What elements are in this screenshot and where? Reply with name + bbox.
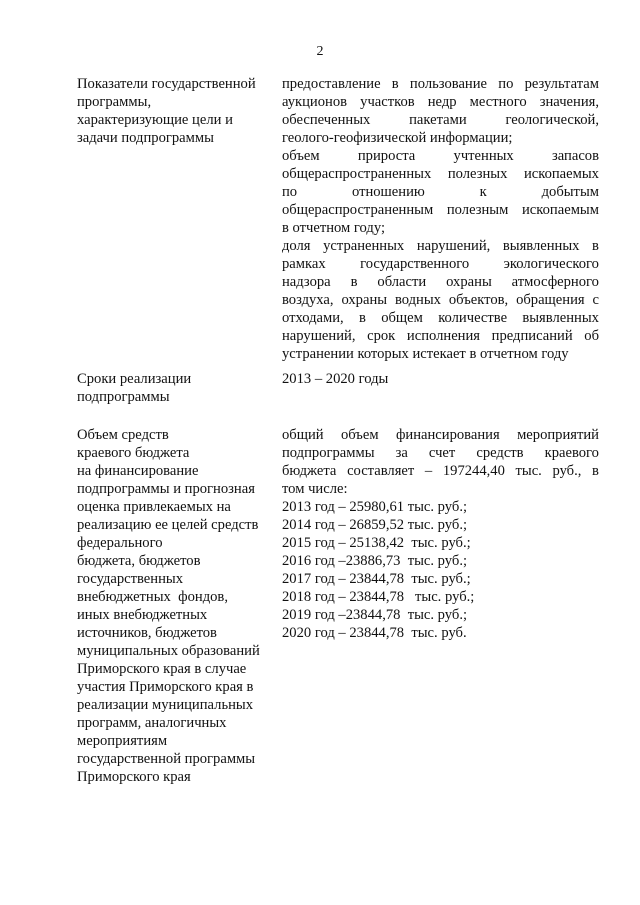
label-line: бюджета, бюджетов (77, 553, 201, 569)
word: выявленных (522, 310, 599, 326)
word: составляет (347, 463, 415, 479)
word: исполнения (406, 328, 481, 344)
word: средств (476, 445, 524, 461)
word: прироста (357, 148, 416, 164)
value-line (282, 255, 599, 273)
word: с (592, 292, 599, 308)
word: общий (282, 427, 324, 443)
word: срок (367, 328, 396, 344)
value-line: устранении которых истекает в отчетном году (282, 346, 569, 362)
word: геологической, (505, 112, 599, 128)
label-line: мероприятиям (77, 733, 168, 749)
word: подпрограммы (282, 445, 375, 461)
word: тыс. (515, 463, 542, 479)
word: экологического (503, 256, 599, 272)
value-line: том числе: (282, 481, 348, 497)
word: пакетами (409, 112, 467, 128)
word: общераспространенных (282, 166, 432, 182)
word: руб., (552, 463, 582, 479)
word: к (479, 184, 487, 200)
word: финансирования (395, 427, 500, 443)
label-line: подпрограммы (77, 389, 170, 405)
section-label (77, 370, 277, 406)
value-line (282, 309, 599, 327)
word: краевого (544, 445, 599, 461)
word: надзора (282, 274, 331, 290)
section-value (282, 370, 599, 388)
value-line: 2015 год – 25138,42 тыс. руб.; (282, 535, 471, 551)
value-line: 2020 год – 23844,78 тыс. руб. (282, 625, 467, 641)
word: количестве (438, 310, 508, 326)
label-line: реализации муниципальных (77, 697, 254, 713)
label-line: Приморского края (77, 769, 191, 785)
label-line: государственных (77, 571, 184, 587)
word: государственного (360, 256, 470, 272)
word: общем (381, 310, 423, 326)
label-line: задачи подпрограммы (77, 130, 214, 146)
value-line (282, 327, 599, 345)
word: результатам (524, 76, 599, 92)
word: в (592, 463, 599, 479)
word: участков (360, 94, 415, 110)
word: области (377, 274, 427, 290)
value-line (282, 426, 599, 444)
section-label (77, 75, 277, 147)
value-line (282, 237, 599, 255)
word: пользование (409, 76, 488, 92)
word: нарушений, (416, 238, 491, 254)
word: объем (282, 148, 320, 164)
label-line: источников, бюджетов (77, 625, 217, 641)
value-line: 2014 год – 26859,52 тыс. руб.; (282, 517, 468, 533)
label-line: программы, (77, 94, 152, 110)
value-line (282, 111, 599, 129)
word: обращения (516, 292, 585, 308)
word: атмосферного (511, 274, 599, 290)
word: предписаний (491, 328, 573, 344)
value-line (282, 201, 599, 219)
label-line: внебюджетных фондов, (77, 589, 228, 605)
word: ископаемым (522, 202, 599, 218)
section-value (282, 426, 599, 642)
value-line (282, 183, 599, 201)
value-line (282, 93, 599, 111)
label-line: оценка привлекаемых на (77, 499, 231, 515)
word: ископаемых (523, 166, 599, 182)
label-line: государственной программы (77, 751, 256, 767)
word: в (350, 274, 358, 290)
label-line: Объем средств (77, 427, 169, 443)
value-line: 2013 год – 25980,61 тыс. руб.; (282, 499, 468, 515)
word: водных (394, 292, 441, 308)
value-line: 2019 год –23844,78 тыс. руб.; (282, 607, 468, 623)
value-line (282, 165, 599, 183)
word: в (592, 238, 599, 254)
label-line: реализацию ее целей средств (77, 517, 259, 533)
value-line: 2016 год –23886,73 тыс. руб.; (282, 553, 468, 569)
word: бюджета (282, 463, 337, 479)
label-line: краевого бюджета (77, 445, 190, 461)
value-line (282, 75, 599, 93)
word: мероприятий (517, 427, 599, 443)
word: воздуха, (282, 292, 334, 308)
value-line (282, 444, 599, 462)
value-line: 2013 – 2020 годы (282, 371, 389, 387)
label-line: Показатели государственной (77, 76, 256, 92)
word: отходами, (282, 310, 344, 326)
value-line: геолого-геофизической информации; (282, 130, 513, 146)
word: отношению (351, 184, 425, 200)
word: – (424, 463, 433, 479)
value-line (282, 462, 599, 480)
word: добытым (541, 184, 599, 200)
label-line: муниципальных образований (77, 643, 260, 659)
word: об (584, 328, 599, 344)
word: рамках (282, 256, 326, 272)
word: за (395, 445, 408, 461)
section-label (77, 426, 277, 786)
word: по (282, 184, 298, 200)
word: обеспеченных (282, 112, 371, 128)
word: запасов (551, 148, 599, 164)
word: в (391, 76, 399, 92)
word: по (498, 76, 514, 92)
word: 197244,40 (442, 463, 505, 479)
word: счет (428, 445, 456, 461)
value-line: 2018 год – 23844,78 тыс. руб.; (282, 589, 475, 605)
word: недр (427, 94, 457, 110)
section-value (282, 75, 599, 363)
word: местного (469, 94, 527, 110)
word: выявленных (502, 238, 580, 254)
value-line (282, 273, 599, 291)
word: полезным (446, 202, 509, 218)
word: охраны (341, 292, 388, 308)
value-line (282, 147, 599, 165)
value-line (282, 291, 599, 309)
value-line: 2017 год – 23844,78 тыс. руб.; (282, 571, 471, 587)
word: учтенных (453, 148, 514, 164)
word: охраны (446, 274, 492, 290)
word: нарушений, (282, 328, 356, 344)
page-number: 2 (316, 44, 324, 59)
value-line: в отчетном году; (282, 220, 386, 236)
label-line: на финансирование (77, 463, 199, 479)
word: аукционов (282, 94, 348, 110)
word: доля (282, 238, 311, 254)
word: предоставление (282, 76, 381, 92)
word: объектов, (448, 292, 509, 308)
word: объем (340, 427, 379, 443)
word: значения, (539, 94, 599, 110)
word: полезных (447, 166, 508, 182)
label-line: программ, аналогичных (77, 715, 227, 731)
label-line: подпрограммы и прогнозная (77, 481, 255, 497)
word: в (359, 310, 366, 326)
word: устраненных (323, 238, 405, 254)
label-line: Приморского края в случае (77, 661, 247, 677)
label-line: характеризующие цели и (77, 112, 233, 128)
label-line: Сроки реализации (77, 371, 192, 387)
label-line: участия Приморского края в (77, 679, 254, 695)
word: общераспространенным (282, 202, 434, 218)
label-line: федерального (77, 535, 163, 551)
label-line: иных внебюджетных (77, 607, 208, 623)
